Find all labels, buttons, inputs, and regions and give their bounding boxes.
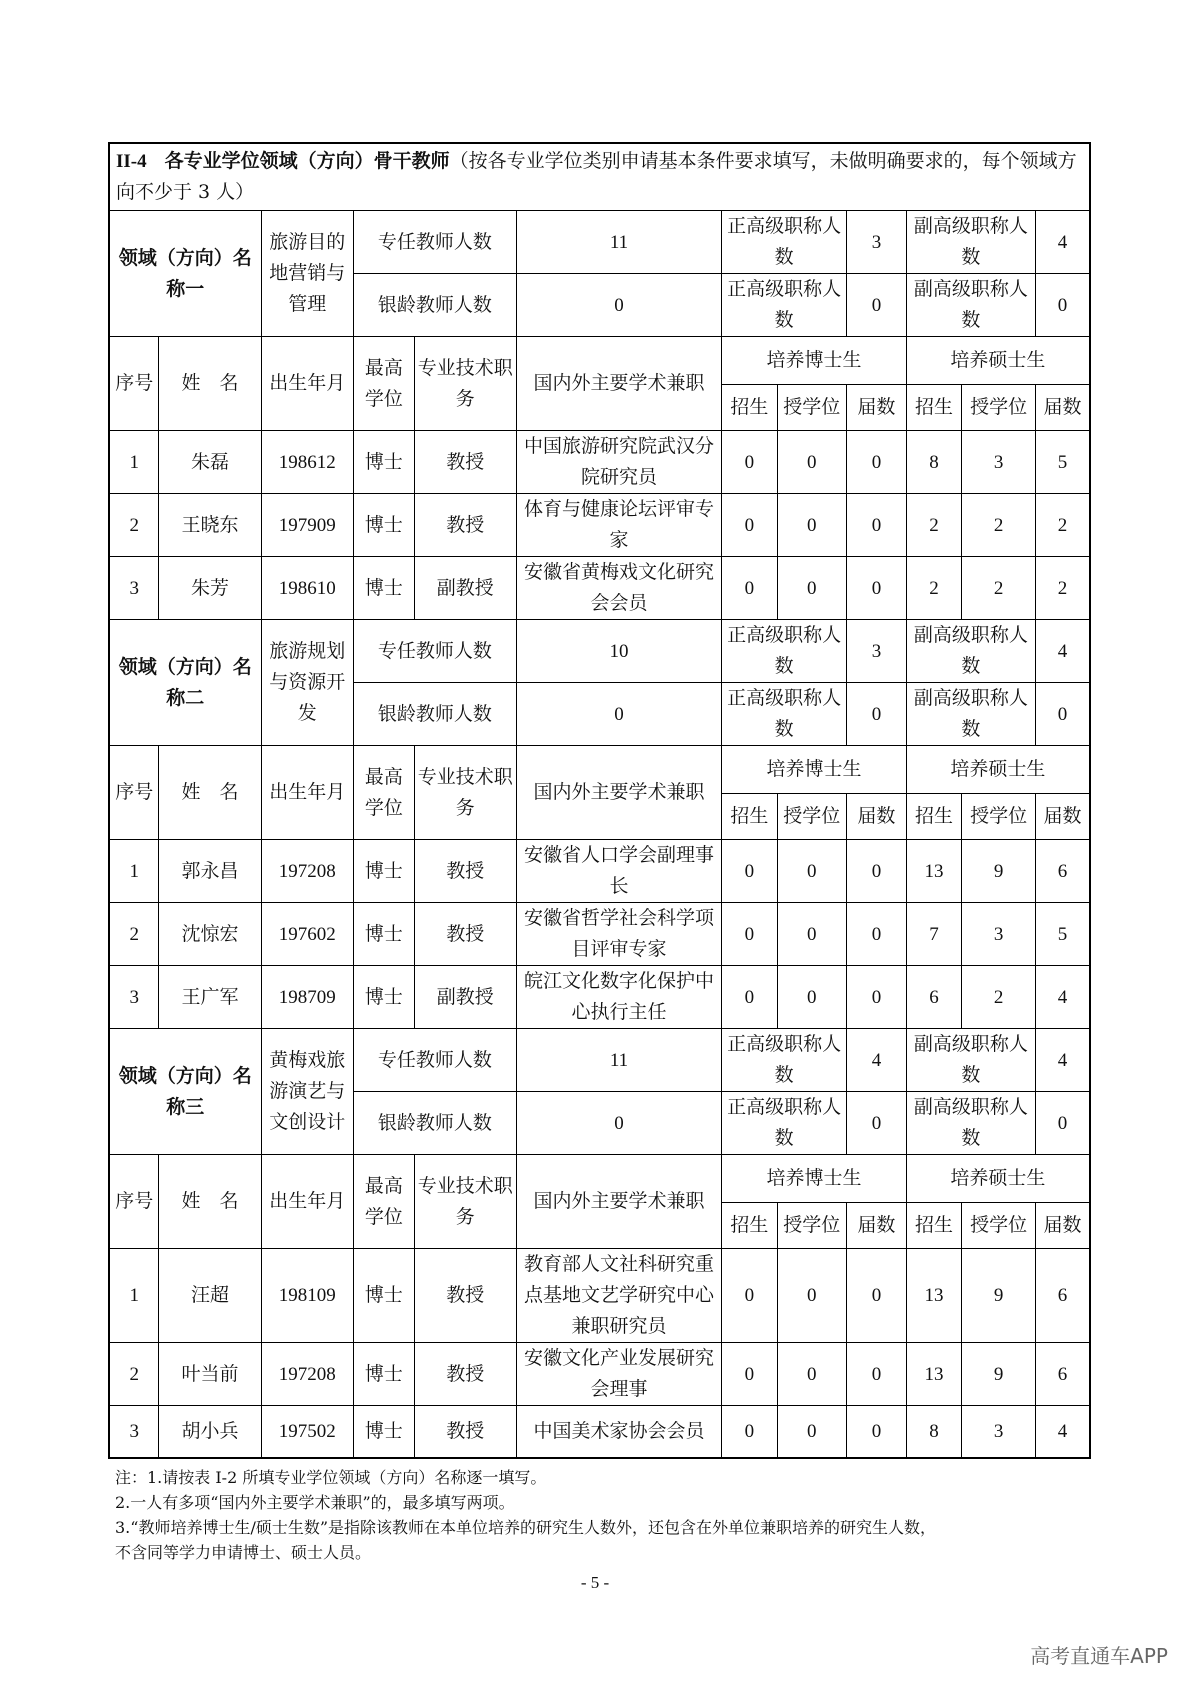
teacher-degree: 博士: [353, 903, 414, 966]
teacher-master-enroll: 2: [906, 494, 961, 557]
col-name: 姓 名: [159, 746, 261, 840]
teacher-phd-enroll: 0: [722, 557, 777, 620]
teacher-row: [109, 966, 1090, 1029]
teacher-phd-enroll: 0: [722, 431, 777, 494]
teacher-birth: 197502: [261, 1406, 353, 1458]
teacher-degree: 博士: [353, 966, 414, 1029]
senior-title-label: 正高级职称人数: [722, 1029, 847, 1092]
col-post: 国内外主要学术兼职: [516, 337, 721, 431]
teacher-master-sessions: 5: [1036, 431, 1090, 494]
silver-teachers-label: 银龄教师人数: [353, 274, 516, 337]
col-master-awarded: 授学位: [962, 794, 1036, 840]
col-degree: 最高学位: [353, 337, 414, 431]
footnote-1: 注：1.请按表 I-2 所填专业学位领域（方向）名称逐一填写。: [115, 1468, 547, 1487]
vice-senior-title-value: 4: [1036, 620, 1090, 683]
column-header-row: [109, 337, 1090, 385]
teacher-post: 皖江文化数字化保护中心执行主任: [516, 966, 721, 1029]
teacher-phd-enroll: 0: [722, 494, 777, 557]
teacher-birth: 198709: [261, 966, 353, 1029]
teacher-seq: 3: [109, 557, 159, 620]
senior-title-value: 3: [847, 620, 907, 683]
col-phd-group: 培养博士生: [722, 746, 907, 794]
teacher-birth: 197602: [261, 903, 353, 966]
teacher-master-sessions: 4: [1036, 966, 1090, 1029]
teacher-phd-sessions: 0: [847, 903, 907, 966]
teacher-post: 中国旅游研究院武汉分院研究员: [516, 431, 721, 494]
teacher-birth: 198610: [261, 557, 353, 620]
col-name: 姓 名: [159, 1155, 261, 1249]
teacher-phd-sessions: 0: [847, 431, 907, 494]
domain-label: 领域（方向）名称一: [109, 211, 261, 337]
teacher-row: [109, 494, 1090, 557]
teacher-title: 教授: [414, 494, 516, 557]
watermark: 高考直通车APP: [1030, 1644, 1168, 1668]
table-heading-note: （按各专业学位类别申请基本条件要求填写，未做明确要求的，每个领域方向不少于 3 人）: [116, 150, 1077, 203]
teacher-seq: 1: [109, 840, 159, 903]
senior-title-label: 正高级职称人数: [722, 620, 847, 683]
col-master-enroll: 招生: [906, 794, 961, 840]
teacher-seq: 1: [109, 1249, 159, 1343]
fulltime-teachers-label: 专任教师人数: [353, 211, 516, 274]
vice-senior-title-value: 4: [1036, 211, 1090, 274]
teacher-title: 副教授: [414, 966, 516, 1029]
column-header-row: [109, 1155, 1090, 1203]
teacher-post: 体育与健康论坛评审专家: [516, 494, 721, 557]
teacher-master-awarded: 2: [962, 494, 1036, 557]
senior-title-value: 4: [847, 1029, 907, 1092]
domain-info-row: [109, 1029, 1090, 1092]
teacher-row: [109, 840, 1090, 903]
teacher-post: 安徽文化产业发展研究会理事: [516, 1343, 721, 1406]
domain-name: 旅游规划与资源开发: [261, 620, 353, 746]
teacher-master-awarded: 9: [962, 1249, 1036, 1343]
teacher-row: [109, 557, 1090, 620]
teacher-seq: 3: [109, 1406, 159, 1458]
col-seq: 序号: [109, 337, 159, 431]
teacher-phd-awarded: 0: [777, 494, 847, 557]
teacher-master-enroll: 13: [906, 840, 961, 903]
vice-senior-title-value: 0: [1036, 1092, 1090, 1155]
table-heading: 各专业学位领域（方向）骨干教师: [164, 151, 450, 172]
teacher-degree: 博士: [353, 1406, 414, 1458]
teacher-title: 教授: [414, 1343, 516, 1406]
fulltime-teachers-value: 11: [516, 211, 721, 274]
vice-senior-title-label: 副高级职称人数: [906, 683, 1035, 746]
teacher-phd-awarded: 0: [777, 903, 847, 966]
senior-title-label: 正高级职称人数: [722, 274, 847, 337]
teacher-master-awarded: 3: [962, 431, 1036, 494]
teacher-master-enroll: 7: [906, 903, 961, 966]
col-master-group: 培养硕士生: [906, 337, 1090, 385]
senior-title-label: 正高级职称人数: [722, 1092, 847, 1155]
teacher-phd-awarded: 0: [777, 1343, 847, 1406]
col-master-sessions: 届数: [1036, 794, 1090, 840]
teacher-birth: 197909: [261, 494, 353, 557]
teacher-name: 胡小兵: [159, 1406, 261, 1458]
teacher-master-enroll: 8: [906, 1406, 961, 1458]
teacher-title: 教授: [414, 431, 516, 494]
col-degree: 最高学位: [353, 1155, 414, 1249]
vice-senior-title-label: 副高级职称人数: [906, 620, 1035, 683]
col-phd-sessions: 届数: [847, 1203, 907, 1249]
vice-senior-title-label: 副高级职称人数: [906, 1092, 1035, 1155]
senior-title-label: 正高级职称人数: [722, 683, 847, 746]
teacher-phd-sessions: 0: [847, 1406, 907, 1458]
teacher-row: [109, 1406, 1090, 1458]
footnote-3: 3.“教师培养博士生/硕士生数”是指除该教师在本单位培养的研究生人数外，还包含在外单位兼职培养的研究生人数，: [115, 1518, 937, 1537]
col-birth: 出生年月: [261, 1155, 353, 1249]
col-name: 姓 名: [159, 337, 261, 431]
silver-teachers-value: 0: [516, 683, 721, 746]
teacher-degree: 博士: [353, 1249, 414, 1343]
teacher-phd-awarded: 0: [777, 840, 847, 903]
teacher-phd-enroll: 0: [722, 1343, 777, 1406]
teacher-birth: 198612: [261, 431, 353, 494]
vice-senior-title-value: 0: [1036, 683, 1090, 746]
column-header-row: [109, 746, 1090, 794]
teacher-row: [109, 1249, 1090, 1343]
footnote-4: 不含同等学力申请博士、硕士人员。: [115, 1543, 372, 1562]
senior-title-value: 0: [847, 274, 907, 337]
teacher-phd-sessions: 0: [847, 1249, 907, 1343]
teacher-master-sessions: 6: [1036, 840, 1090, 903]
teacher-post: 安徽省黄梅戏文化研究会会员: [516, 557, 721, 620]
teacher-phd-awarded: 0: [777, 1249, 847, 1343]
teacher-master-sessions: 4: [1036, 1406, 1090, 1458]
col-master-enroll: 招生: [906, 385, 961, 431]
vice-senior-title-value: 4: [1036, 1029, 1090, 1092]
silver-teachers-label: 银龄教师人数: [353, 683, 516, 746]
teacher-master-awarded: 2: [962, 557, 1036, 620]
col-degree: 最高学位: [353, 746, 414, 840]
teacher-degree: 博士: [353, 431, 414, 494]
table-title-row: [109, 143, 1090, 211]
teacher-degree: 博士: [353, 557, 414, 620]
col-title: 专业技术职 务: [414, 337, 516, 431]
footnotes: [115, 1465, 1105, 1565]
teacher-phd-enroll: 0: [722, 1249, 777, 1343]
fulltime-teachers-value: 10: [516, 620, 721, 683]
col-master-group: 培养硕士生: [906, 746, 1090, 794]
col-master-sessions: 届数: [1036, 1203, 1090, 1249]
teacher-name: 沈惊宏: [159, 903, 261, 966]
teacher-master-sessions: 6: [1036, 1343, 1090, 1406]
teacher-master-enroll: 6: [906, 966, 961, 1029]
fulltime-teachers-label: 专任教师人数: [353, 620, 516, 683]
teacher-phd-sessions: 0: [847, 557, 907, 620]
col-master-awarded: 授学位: [962, 1203, 1036, 1249]
col-phd-awarded: 授学位: [777, 794, 847, 840]
teacher-master-awarded: 2: [962, 966, 1036, 1029]
teacher-phd-awarded: 0: [777, 1406, 847, 1458]
table-body: [109, 143, 1090, 1458]
col-post: 国内外主要学术兼职: [516, 746, 721, 840]
domain-name: 黄梅戏旅游演艺与文创设计: [261, 1029, 353, 1155]
teacher-name: 叶当前: [159, 1343, 261, 1406]
teacher-phd-sessions: 0: [847, 966, 907, 1029]
teacher-phd-sessions: 0: [847, 1343, 907, 1406]
teacher-master-enroll: 13: [906, 1249, 961, 1343]
col-phd-sessions: 届数: [847, 794, 907, 840]
teacher-phd-awarded: 0: [777, 966, 847, 1029]
teacher-birth: 197208: [261, 1343, 353, 1406]
teacher-phd-sessions: 0: [847, 840, 907, 903]
teacher-post: 安徽省哲学社会科学项目评审专家: [516, 903, 721, 966]
teacher-master-awarded: 9: [962, 840, 1036, 903]
table-title: [109, 143, 1090, 211]
teacher-seq: 2: [109, 494, 159, 557]
teacher-master-awarded: 9: [962, 1343, 1036, 1406]
teacher-name: 王晓东: [159, 494, 261, 557]
teacher-name: 朱磊: [159, 431, 261, 494]
footnote-2: 2.一人有多项“国内外主要学术兼职”的，最多填写两项。: [115, 1493, 515, 1512]
table-code: II-4: [116, 151, 147, 172]
teacher-title: 教授: [414, 903, 516, 966]
teacher-master-enroll: 2: [906, 557, 961, 620]
silver-teachers-value: 0: [516, 274, 721, 337]
teacher-seq: 1: [109, 431, 159, 494]
col-seq: 序号: [109, 1155, 159, 1249]
col-master-group: 培养硕士生: [906, 1155, 1090, 1203]
teacher-row: [109, 431, 1090, 494]
col-phd-sessions: 届数: [847, 385, 907, 431]
page-number: - 5 -: [580, 1573, 610, 1592]
teacher-title: 教授: [414, 1249, 516, 1343]
col-phd-enroll: 招生: [722, 1203, 777, 1249]
vice-senior-title-label: 副高级职称人数: [906, 274, 1035, 337]
col-master-sessions: 届数: [1036, 385, 1090, 431]
domain-info-row: [109, 620, 1090, 683]
col-phd-awarded: 授学位: [777, 385, 847, 431]
teacher-seq: 2: [109, 1343, 159, 1406]
fulltime-teachers-value: 11: [516, 1029, 721, 1092]
col-seq: 序号: [109, 746, 159, 840]
col-phd-enroll: 招生: [722, 794, 777, 840]
teacher-seq: 3: [109, 966, 159, 1029]
teacher-name: 汪超: [159, 1249, 261, 1343]
col-title: 专业技术职 务: [414, 1155, 516, 1249]
teacher-master-sessions: 6: [1036, 1249, 1090, 1343]
silver-teachers-label: 银龄教师人数: [353, 1092, 516, 1155]
teacher-phd-enroll: 0: [722, 840, 777, 903]
teacher-master-sessions: 2: [1036, 557, 1090, 620]
teacher-master-awarded: 3: [962, 1406, 1036, 1458]
backbone-teachers-table: [108, 142, 1091, 1459]
teacher-birth: 197208: [261, 840, 353, 903]
teacher-title: 教授: [414, 840, 516, 903]
vice-senior-title-label: 副高级职称人数: [906, 1029, 1035, 1092]
senior-title-label: 正高级职称人数: [722, 211, 847, 274]
vice-senior-title-value: 0: [1036, 274, 1090, 337]
teacher-title: 副教授: [414, 557, 516, 620]
teacher-phd-awarded: 0: [777, 431, 847, 494]
teacher-master-enroll: 13: [906, 1343, 961, 1406]
teacher-post: 安徽省人口学会副理事长: [516, 840, 721, 903]
teacher-master-sessions: 5: [1036, 903, 1090, 966]
col-birth: 出生年月: [261, 337, 353, 431]
domain-info-row: [109, 211, 1090, 274]
teacher-degree: 博士: [353, 494, 414, 557]
col-master-enroll: 招生: [906, 1203, 961, 1249]
domain-name: 旅游目的地营销与管理: [261, 211, 353, 337]
col-phd-group: 培养博士生: [722, 1155, 907, 1203]
col-phd-enroll: 招生: [722, 385, 777, 431]
col-master-awarded: 授学位: [962, 385, 1036, 431]
senior-title-value: 0: [847, 683, 907, 746]
teacher-master-enroll: 8: [906, 431, 961, 494]
col-phd-awarded: 授学位: [777, 1203, 847, 1249]
fulltime-teachers-label: 专任教师人数: [353, 1029, 516, 1092]
col-birth: 出生年月: [261, 746, 353, 840]
teacher-name: 朱芳: [159, 557, 261, 620]
teacher-phd-enroll: 0: [722, 966, 777, 1029]
col-post: 国内外主要学术兼职: [516, 1155, 721, 1249]
col-phd-group: 培养博士生: [722, 337, 907, 385]
teacher-phd-sessions: 0: [847, 494, 907, 557]
domain-label: 领域（方向）名称三: [109, 1029, 261, 1155]
teacher-title: 教授: [414, 1406, 516, 1458]
teacher-degree: 博士: [353, 1343, 414, 1406]
senior-title-value: 3: [847, 211, 907, 274]
teacher-birth: 198109: [261, 1249, 353, 1343]
teacher-seq: 2: [109, 903, 159, 966]
teacher-name: 郭永昌: [159, 840, 261, 903]
teacher-degree: 博士: [353, 840, 414, 903]
teacher-master-awarded: 3: [962, 903, 1036, 966]
teacher-row: [109, 1343, 1090, 1406]
teacher-row: [109, 903, 1090, 966]
teacher-phd-enroll: 0: [722, 903, 777, 966]
vice-senior-title-label: 副高级职称人数: [906, 211, 1035, 274]
teacher-name: 王广军: [159, 966, 261, 1029]
teacher-post: 教育部人文社科研究重点基地文艺学研究中心兼职研究员: [516, 1249, 721, 1343]
teacher-phd-awarded: 0: [777, 557, 847, 620]
teacher-post: 中国美术家协会会员: [516, 1406, 721, 1458]
teacher-phd-enroll: 0: [722, 1406, 777, 1458]
teacher-master-sessions: 2: [1036, 494, 1090, 557]
senior-title-value: 0: [847, 1092, 907, 1155]
domain-label: 领域（方向）名称二: [109, 620, 261, 746]
silver-teachers-value: 0: [516, 1092, 721, 1155]
col-title: 专业技术职 务: [414, 746, 516, 840]
